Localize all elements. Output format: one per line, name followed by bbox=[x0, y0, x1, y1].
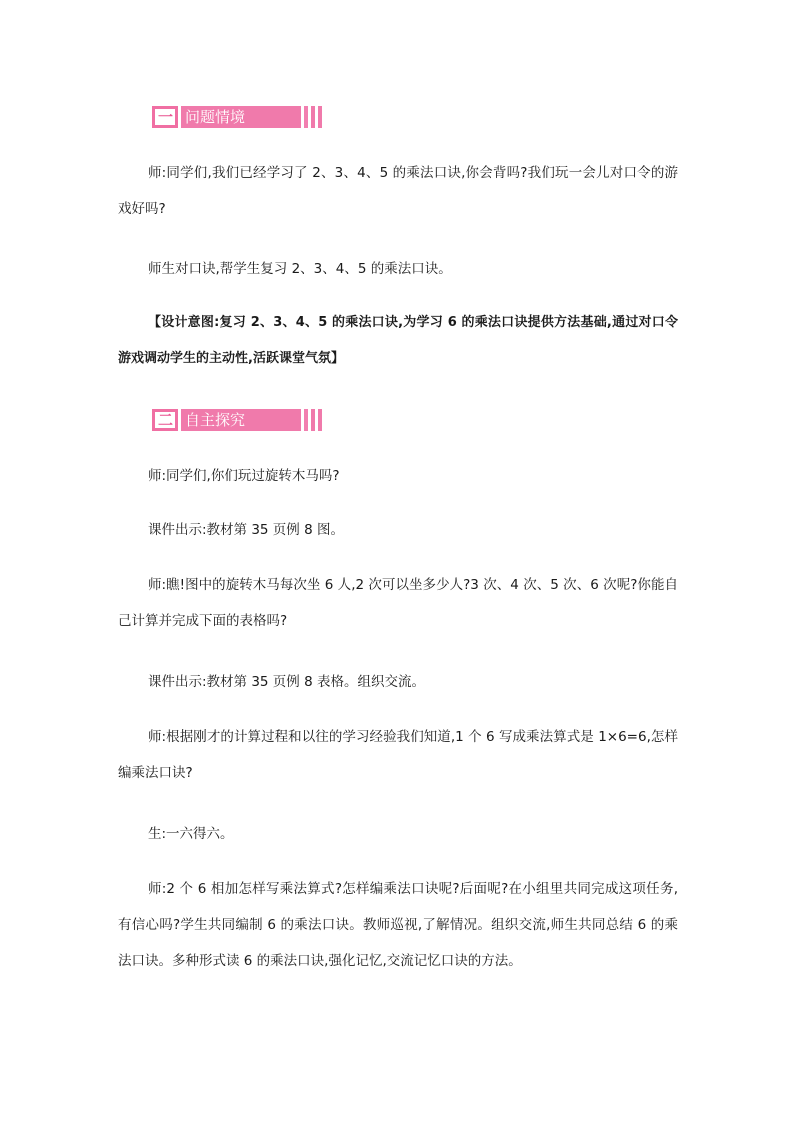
paragraph: 生:一六得六。 bbox=[148, 826, 234, 842]
section-number-badge bbox=[152, 106, 178, 128]
section-number-badge bbox=[152, 409, 178, 431]
paragraph: 课件出示:教材第 35 页例 8 表格。组织交流。 bbox=[148, 674, 425, 690]
design-intent-note: 【设计意图:复习 2、3、4、5 的乘法口诀,为学习 6 的乘法口诀提供方法基础,通过对口令游戏调动学生的主动性,活跃课堂气氛】 bbox=[118, 315, 678, 366]
section-title: 问题情境 bbox=[181, 106, 301, 128]
section-title: 自主探究 bbox=[181, 409, 301, 431]
section-2-banner bbox=[152, 409, 338, 431]
section-number: 二 bbox=[157, 410, 172, 429]
paragraph: 师:2 个 6 相加怎样写乘法算式?怎样编乘法口诀呢?后面呢?在小组里共同完成这项任务,有信心吗?学生共同编制 6 的乘法口诀。教师巡视,了解情况。组织交流,师生共同总结 6 的乘法口诀。多种形式读 6 的乘法口诀,强化记忆,交流记忆口诀的方法。 bbox=[118, 881, 678, 969]
banner-stripes bbox=[304, 106, 322, 128]
paragraph: 师:瞧!图中的旋转木马每次坐 6 人,2 次可以坐多少人?3 次、4 次、5 次、6 次呢?你能自己计算并完成下面的表格吗? bbox=[118, 577, 678, 629]
section-number: 一 bbox=[157, 107, 172, 126]
paragraph: 师:同学们,你们玩过旋转木马吗? bbox=[148, 468, 340, 484]
paragraph: 课件出示:教材第 35 页例 8 图。 bbox=[148, 522, 344, 538]
banner-stripes bbox=[304, 409, 322, 431]
paragraph: 师:同学们,我们已经学习了 2、3、4、5 的乘法口诀,你会背吗?我们玩一会儿对口令的游戏好吗? bbox=[118, 165, 678, 217]
section-1-banner bbox=[152, 106, 338, 128]
paragraph: 师:根据刚才的计算过程和以往的学习经验我们知道,1 个 6 写成乘法算式是 1×6=6,怎样编乘法口诀? bbox=[118, 729, 678, 781]
paragraph: 师生对口诀,帮学生复习 2、3、4、5 的乘法口诀。 bbox=[148, 261, 452, 277]
